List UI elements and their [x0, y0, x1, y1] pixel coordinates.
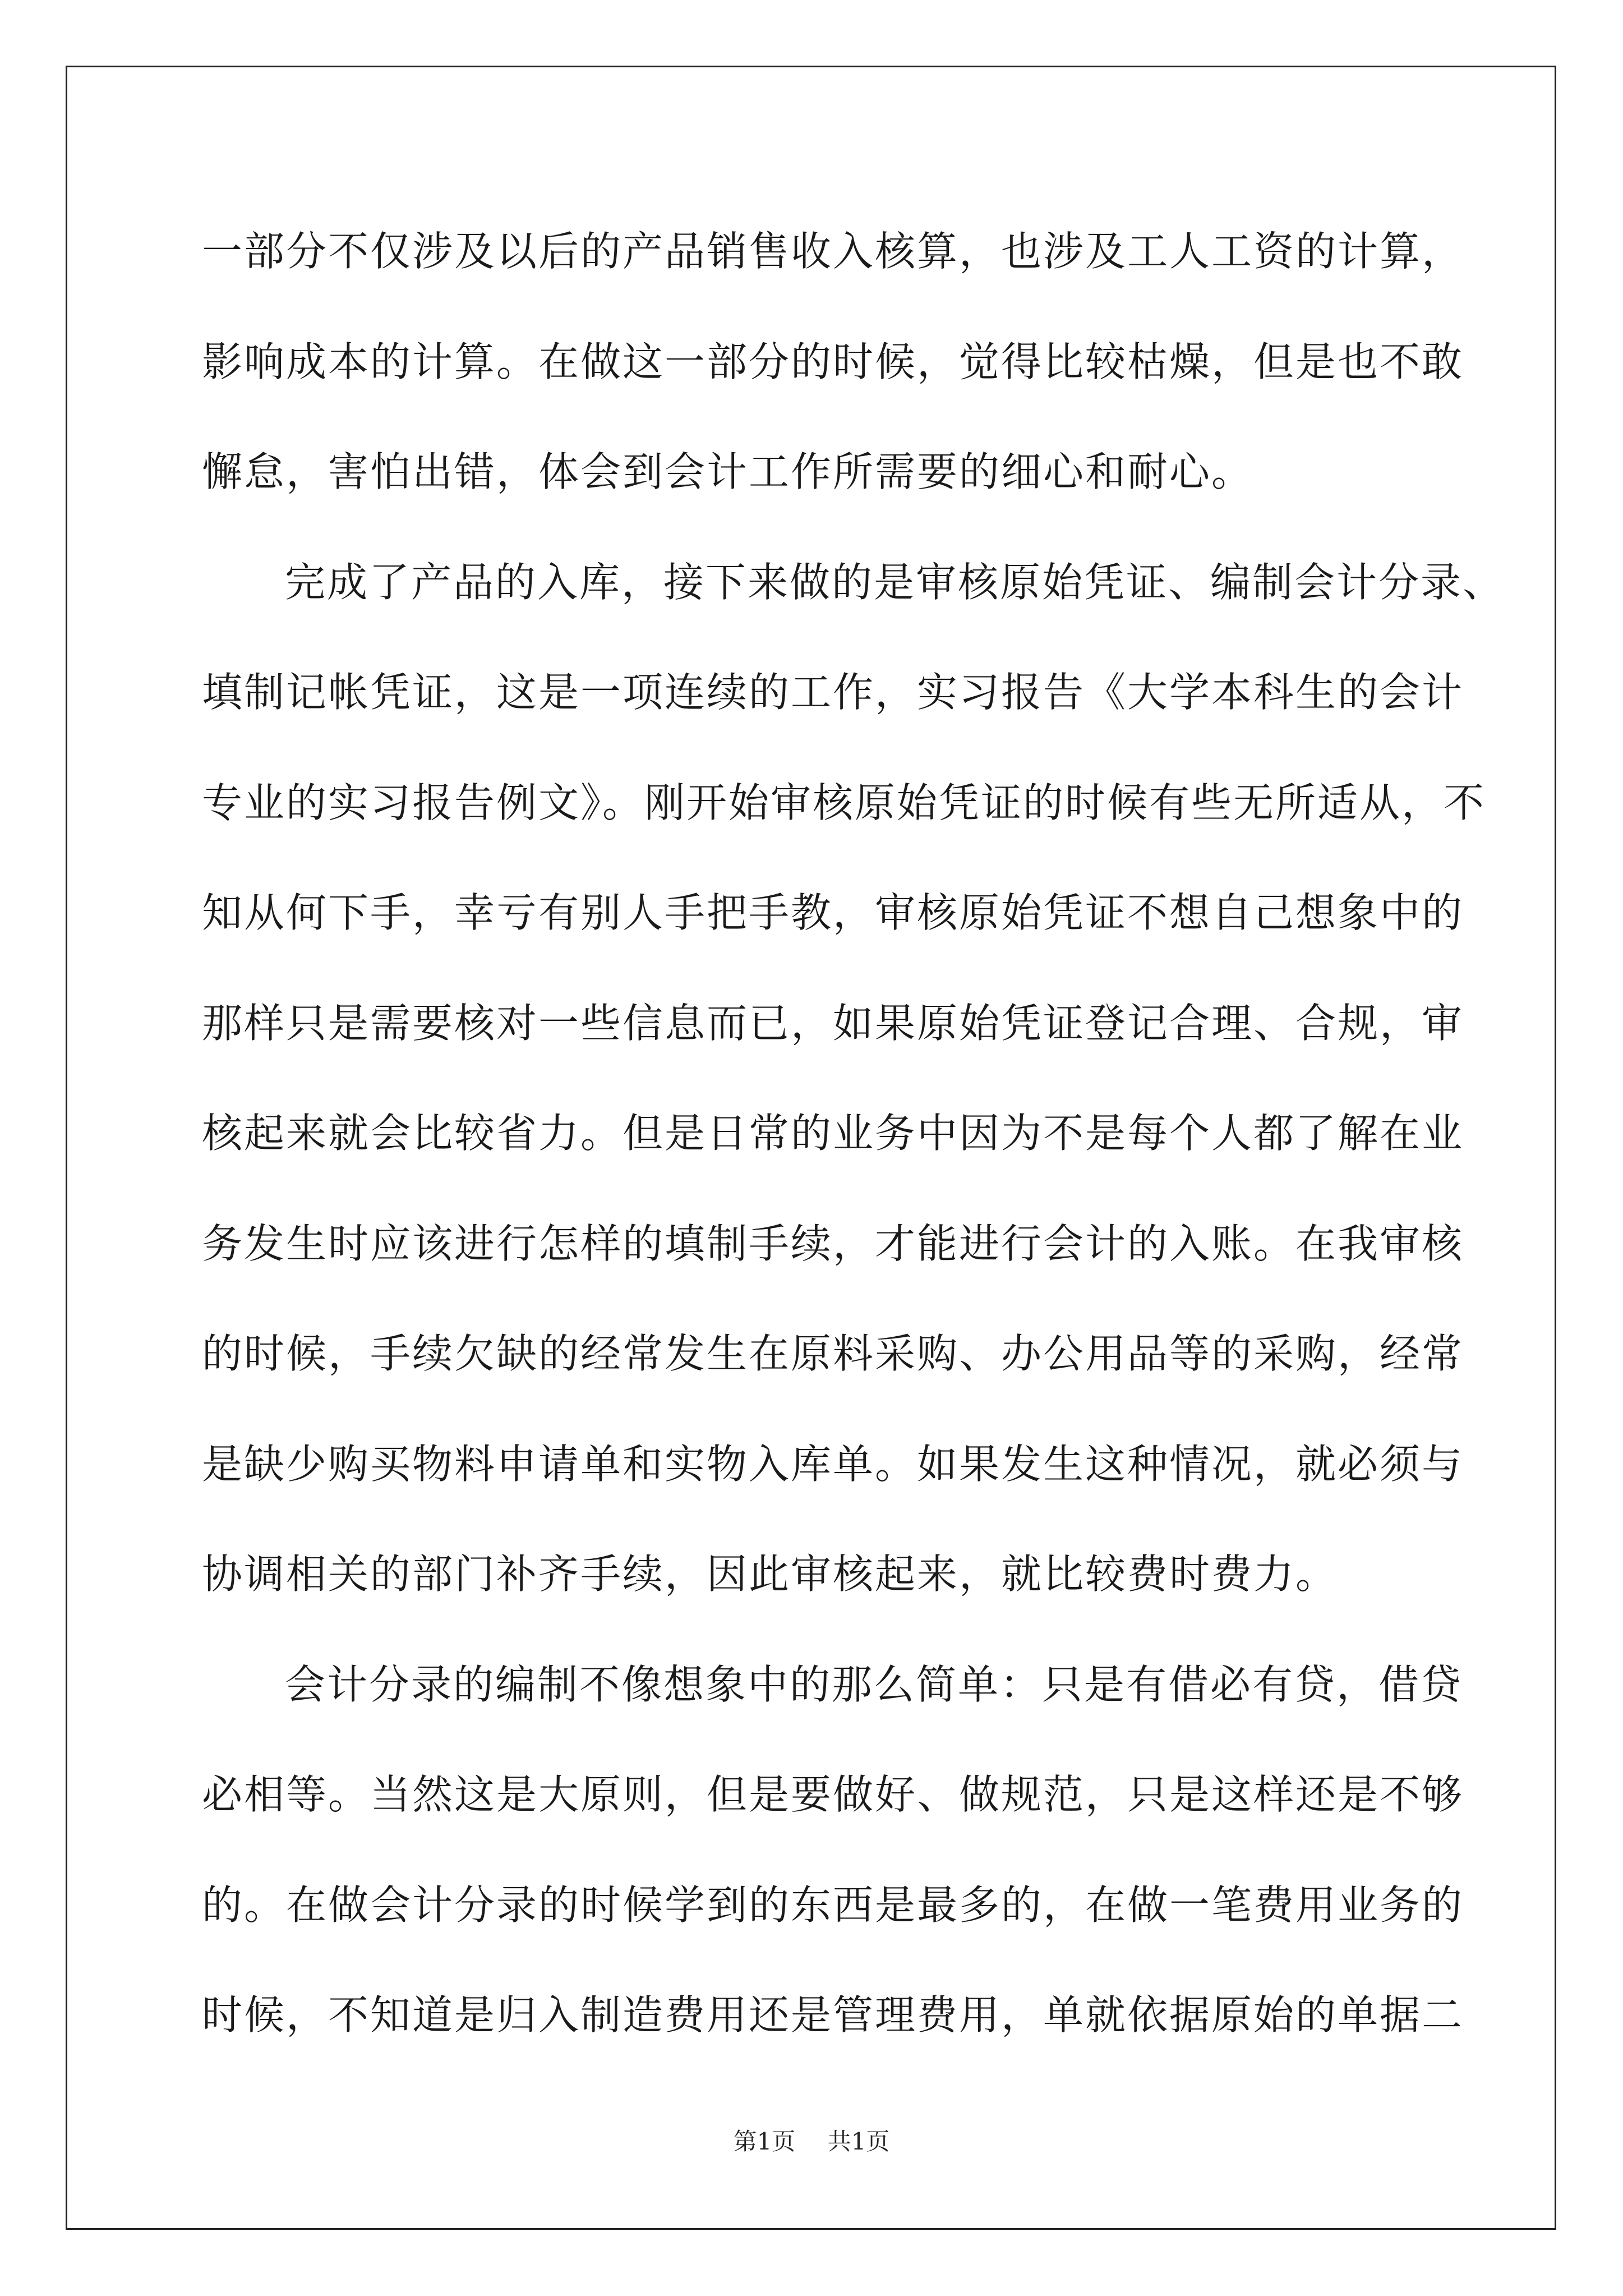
text-line-6: 专业的实习报告例文》。刚开始审核原始凭证的时候有些无所适从，不: [202, 779, 1486, 826]
text-line-13: 协调相关的部门补齐手续，因此审核起来，就比较费时费力。: [202, 1550, 1338, 1598]
document-body: [202, 196, 1505, 2070]
text-line-10: 务发生时应该进行怎样的填制手续，才能进行会计的入账。在我审核: [202, 1220, 1464, 1267]
text-line-15: 必相等。当然这是大原则，但是要做好、做规范，只是这样还是不够: [202, 1771, 1464, 1818]
text-line-11: 的时候，手续欠缺的经常发生在原料采购、办公用品等的采购，经常: [202, 1330, 1464, 1377]
text-line-1: 一部分不仅涉及以后的产品销售收入核算，也涉及工人工资的计算，: [202, 228, 1464, 275]
page-total: 共1页: [827, 2128, 890, 2155]
text-line-5: 填制记帐凭证，这是一项连续的工作，实习报告《大学本科生的会计: [202, 669, 1464, 716]
text-line-7: 知从何下手，幸亏有别人手把手教，审核原始凭证不想自己想象中的: [202, 889, 1464, 936]
text-line-12: 是缺少购买物料申请单和实物入库单。如果发生这种情况，就必须与: [202, 1440, 1464, 1488]
text-line-16: 的。在做会计分录的时候学到的东西是最多的，在做一笔费用业务的: [202, 1881, 1464, 1929]
text-line-17: 时候，不知道是归入制造费用还是管理费用，单就依据原始的单据二: [202, 1991, 1464, 2039]
text-line-9: 核起来就会比较省力。但是日常的业务中因为不是每个人都了解在业: [202, 1110, 1464, 1157]
text-line-3: 懈怠，害怕出错，体会到会计工作所需要的细心和耐心。: [202, 448, 1254, 495]
text-line-2: 影响成本的计算。在做这一部分的时候，觉得比较枯燥，但是也不敢: [202, 338, 1464, 385]
page-number: 第1页: [733, 2128, 796, 2155]
text-line-14: 会计分录的编制不像想象中的那么简单：只是有借必有贷，借贷: [285, 1660, 1463, 1708]
text-line-4: 完成了产品的入库，接下来做的是审核原始凭证、编制会计分录、: [285, 558, 1505, 606]
page-footer: [0, 2125, 1623, 2159]
text-line-8: 那样只是需要核对一些信息而已，如果原始凭证登记合理、合规，审: [202, 999, 1464, 1047]
